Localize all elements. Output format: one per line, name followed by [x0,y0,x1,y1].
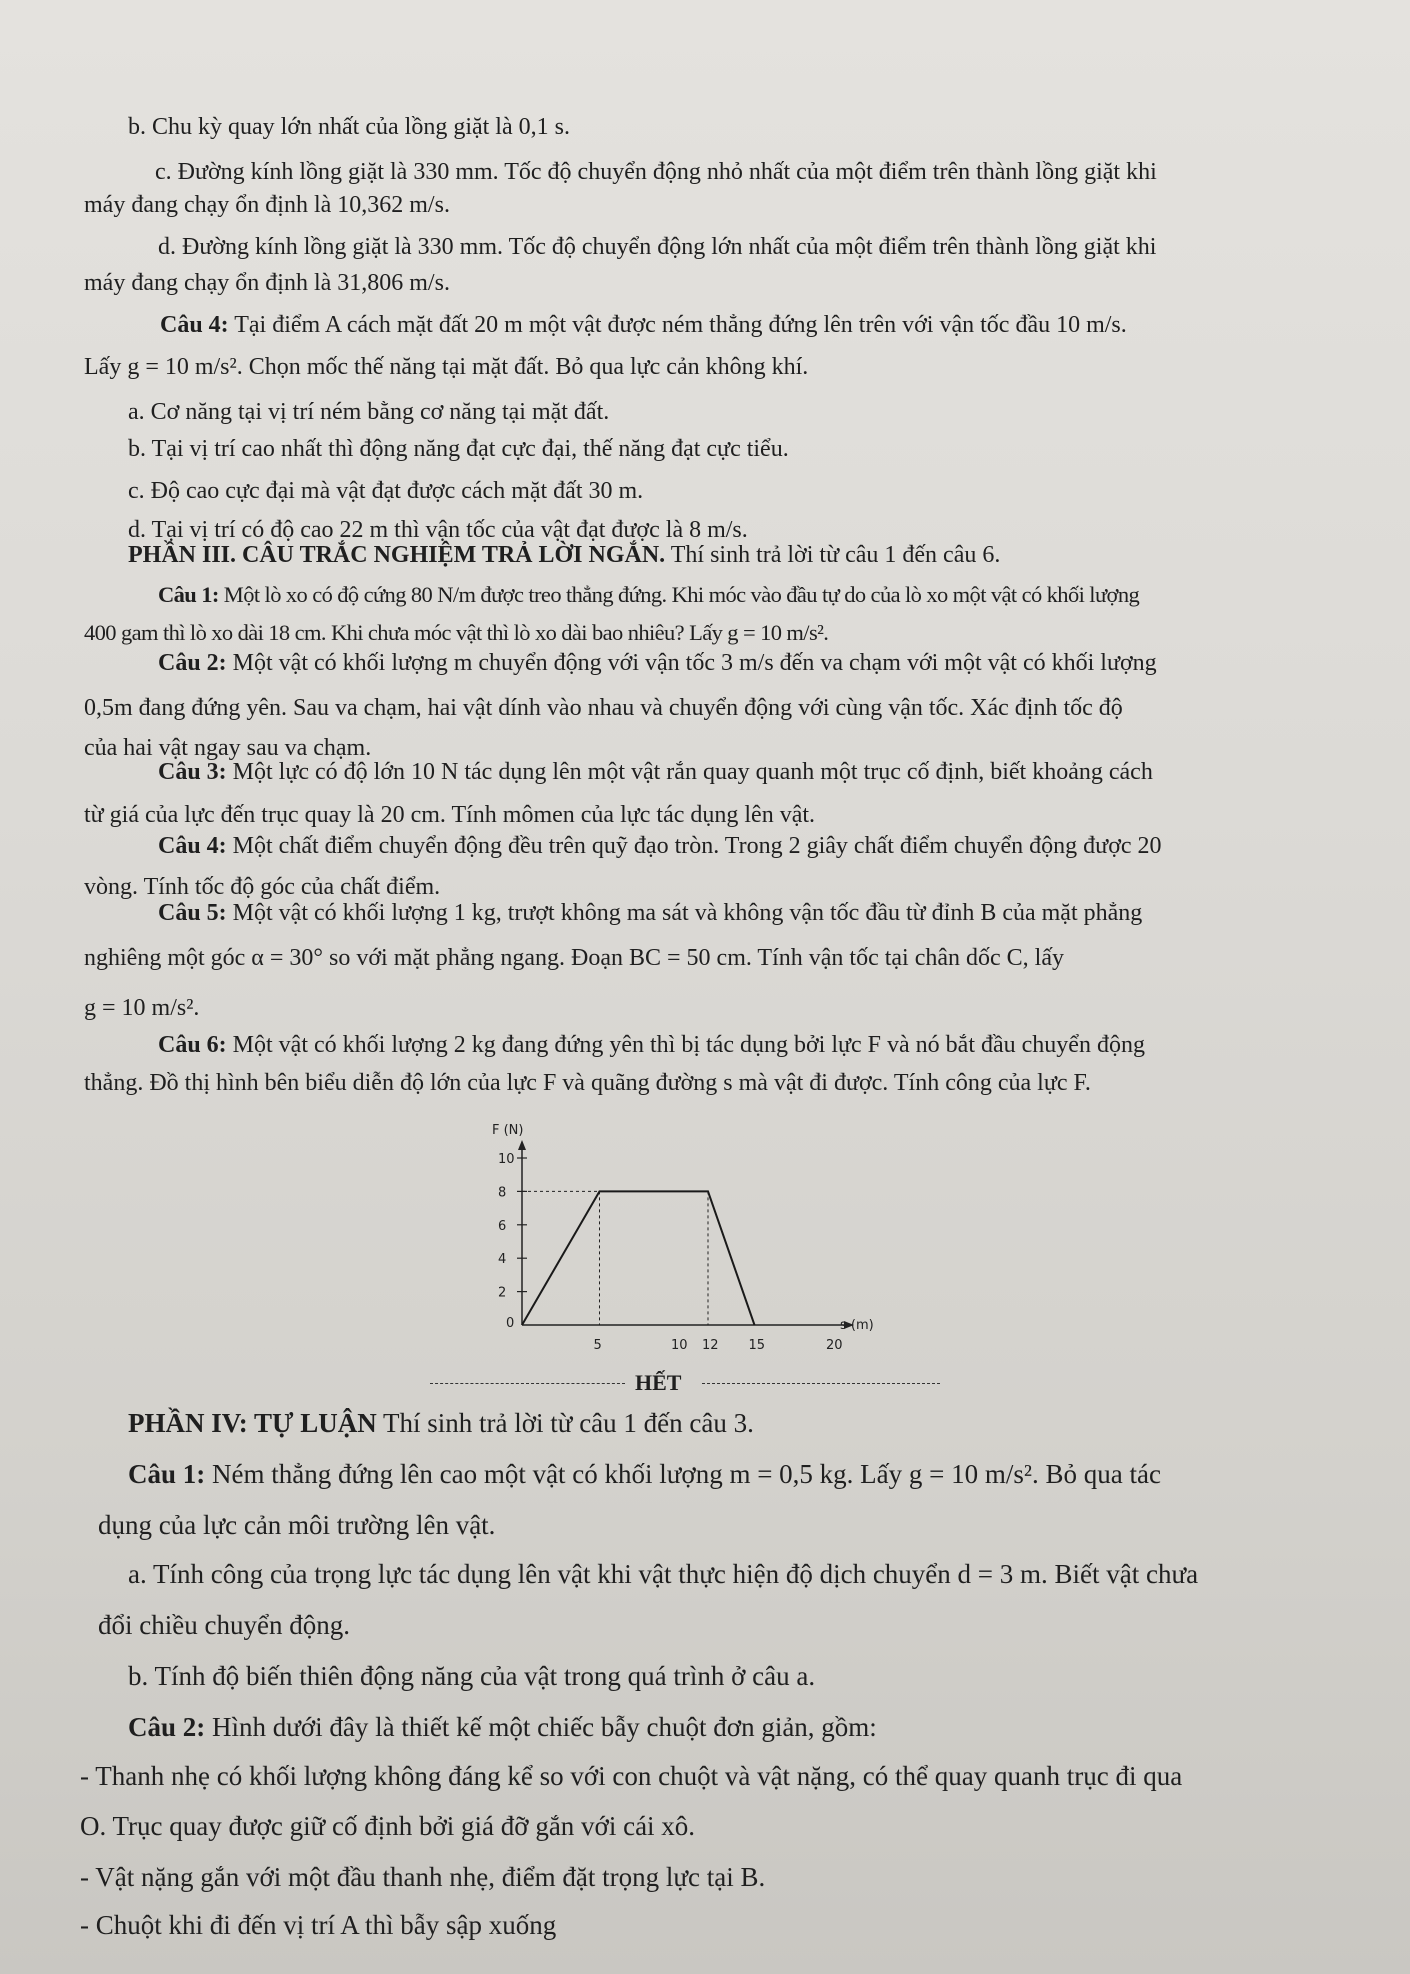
p3-q2-text: Một vật có khối lượng m chuyển động với vận tốc 3 m/s đến va chạm với một vật có khối lượng [226,650,1157,676]
p4-q1-line2: dụng của lực cản môi trường lên vật. [98,1510,496,1540]
p2-option-d-line1: d. Đường kính lồng giặt là 330 mm. Tốc độ chuyển động lớn nhất của một điểm trên thành lồng giặt khi [158,234,1157,260]
p3-q5-label: Câu 5: [158,900,227,926]
p4-q1-line1 [128,1457,1161,1491]
x-axis-label: s (m) [840,1318,874,1333]
y-tick-label: 10 [498,1152,515,1167]
y-tick-label: 8 [498,1185,507,1201]
p3-q6-line2: thẳng. Đồ thị hình bên biểu diễn độ lớn của lực F và quãng đường s mà vật đi được. Tính công của lực F. [84,1070,1091,1096]
p3-q3-label: Câu 3: [158,759,227,785]
p3-q4-label: Câu 4: [158,833,227,859]
p3-q4-line1 [158,831,1162,861]
x-tick-label: 15 [748,1338,766,1353]
p4-q1-a-line2: đổi chiều chuyển động. [98,1610,350,1640]
p3-q3-line1 [158,757,1153,787]
p2-q4-option-a: a. Cơ năng tại vị trí ném bằng cơ năng tại mặt đất. [128,399,610,425]
p4-q2-item1-line1: - Thanh nhẹ có khối lượng không đáng kể so với con chuột và vật nặng, có thể quay quanh trục đi qua [80,1761,1183,1791]
p4-q2-item3: - Chuột khi đi đến vị trí A thì bẫy sập xuống [80,1910,557,1940]
end-marker [430,1368,940,1398]
p2-option-b: b. Chu kỳ quay lớn nhất của lồng giặt là 0,1 s. [128,114,570,140]
p4-heading-rest: Thí sinh trả lời từ câu 1 đến câu 3. [376,1408,754,1438]
p3-q4-text: Một chất điểm chuyển động đều trên quỹ đạo tròn. Trong 2 giây chất điểm chuyển động được 20 [226,833,1162,859]
p4-heading: PHẦN IV: TỰ LUẬN [128,1408,377,1438]
p2-q4-option-b: b. Tại vị trí cao nhất thì động năng đạt cực đại, thế năng đạt cực tiểu. [128,436,789,462]
y-tick-label: 4 [498,1252,507,1268]
p3-q5-line2: nghiêng một góc α = 30° so với mặt phẳng ngang. Đoạn BC = 50 cm. Tính vận tốc tại chân dốc C, lấy [84,945,1065,971]
p3-q1-line2: 400 gam thì lò xo dài 18 cm. Khi chưa móc vật thì lò xo dài bao nhiêu? Lấy g = 10 m/s². [84,620,829,645]
p4-q2-item2: - Vật nặng gắn với một đầu thanh nhẹ, điểm đặt trọng lực tại B. [80,1862,766,1892]
end-dash-right [702,1383,940,1384]
p4-q2-text: Hình dưới đây là thiết kế một chiếc bẫy chuột đơn giản, gồm: [205,1712,877,1742]
x-tick-label: 10 [671,1338,688,1353]
end-dash-left [430,1383,625,1384]
p3-q3-text: Một lực có độ lớn 10 N tác dụng lên một vật rắn quay quanh một trục cố định, biết khoảng cách [226,759,1153,785]
p2-q4-label: Câu 4: [160,312,229,338]
p4-q2-label: Câu 2: [128,1712,206,1742]
p3-q6-line1 [158,1030,1145,1060]
p4-q1-label: Câu 1: [128,1459,206,1489]
p3-q3-line2: từ giá của lực đến trục quay là 20 cm. Tính mômen của lực tác dụng lên vật. [84,802,816,828]
p3-heading-rest: Thí sinh trả lời từ câu 1 đến câu 6. [665,542,1001,568]
p3-heading-line [128,540,1000,570]
x-tick-label: 20 [826,1338,843,1353]
p2-q4-text: Tại điểm A cách mặt đất 20 m một vật được ném thẳng đứng lên trên với vận tốc đầu 10 m/s. [228,312,1127,338]
p4-q1-text: Ném thẳng đứng lên cao một vật có khối lượng m = 0,5 kg. Lấy g = 10 m/s². Bỏ qua tác [205,1459,1161,1489]
p2-option-c-line2: máy đang chạy ổn định là 10,362 m/s. [84,192,450,218]
p3-q2-label: Câu 2: [158,650,227,676]
p4-heading-line [128,1406,754,1440]
y-axis-arrow [518,1140,526,1150]
p3-q2-line3: của hai vật ngay sau va chạm. [84,735,372,761]
p4-q1-b: b. Tính độ biến thiên động năng của vật trong quá trình ở câu a. [128,1661,816,1691]
p3-q4-line2: vòng. Tính tốc độ góc của chất điểm. [84,874,441,900]
p2-option-c-line1: c. Đường kính lồng giặt là 330 mm. Tốc độ chuyển động nhỏ nhất của một điểm trên thành lồng giặt khi [155,159,1157,185]
x-tick-label: 12 [702,1338,719,1353]
p4-q1-a-line1: a. Tính công của trọng lực tác dụng lên vật khi vật thực hiện độ dịch chuyển d = 3 m. Biết vật chưa [128,1559,1199,1589]
y-tick-label: 2 [498,1285,507,1301]
p3-heading: PHẦN III. CÂU TRẮC NGHIỆM TRẢ LỜI NGẮN. [128,542,666,568]
p3-q1-label: Câu 1: [158,582,219,607]
p2-option-d-line2: máy đang chạy ổn định là 31,806 m/s. [84,270,450,296]
p3-q6-label: Câu 6: [158,1032,227,1058]
p4-q2-item1-line2: O. Trục quay được giữ cố định bởi giá đỡ gắn với cái xô. [80,1811,696,1841]
p4-q2-line1 [128,1710,877,1744]
p3-q1-line1 [158,580,1139,610]
p2-q4-option-c: c. Độ cao cực đại mà vật đạt được cách mặt đất 30 m. [128,478,644,504]
y-axis-label: F (N) [492,1123,524,1138]
p3-q5-line1 [158,898,1142,928]
force-distance-chart [470,1118,890,1358]
p2-q4-option-d: d. Tại vị trí có độ cao 22 m thì vận tốc của vật đạt được là 8 m/s. [128,517,748,543]
p3-q5-line3: g = 10 m/s². [84,995,200,1021]
x-tick-label: 0 [506,1316,515,1331]
end-word: HẾT [635,1370,682,1395]
y-tick-label: 6 [498,1218,507,1234]
p3-q1-text: Một lò xo có độ cứng 80 N/m được treo thẳng đứng. Khi móc vào đầu tự do của lò xo một vật có khối lượng [218,582,1140,607]
force-series-line [522,1191,755,1325]
p3-q2-line1 [158,648,1157,678]
p2-q4-line1 [160,310,1127,340]
p2-q4-line2: Lấy g = 10 m/s². Chọn mốc thế năng tại mặt đất. Bỏ qua lực cản không khí. [84,354,809,380]
x-tick-label: 5 [593,1338,602,1353]
p3-q6-text: Một vật có khối lượng 2 kg đang đứng yên thì bị tác dụng bởi lực F và nó bắt đầu chuyển động [226,1032,1145,1058]
p3-q2-line2: 0,5m đang đứng yên. Sau va chạm, hai vật dính vào nhau và chuyển động với cùng vận tốc. Xác định tốc độ [84,695,1123,721]
p3-q5-text: Một vật có khối lượng 1 kg, trượt không ma sát và không vận tốc đầu từ đỉnh B của mặt phẳng [226,900,1143,926]
